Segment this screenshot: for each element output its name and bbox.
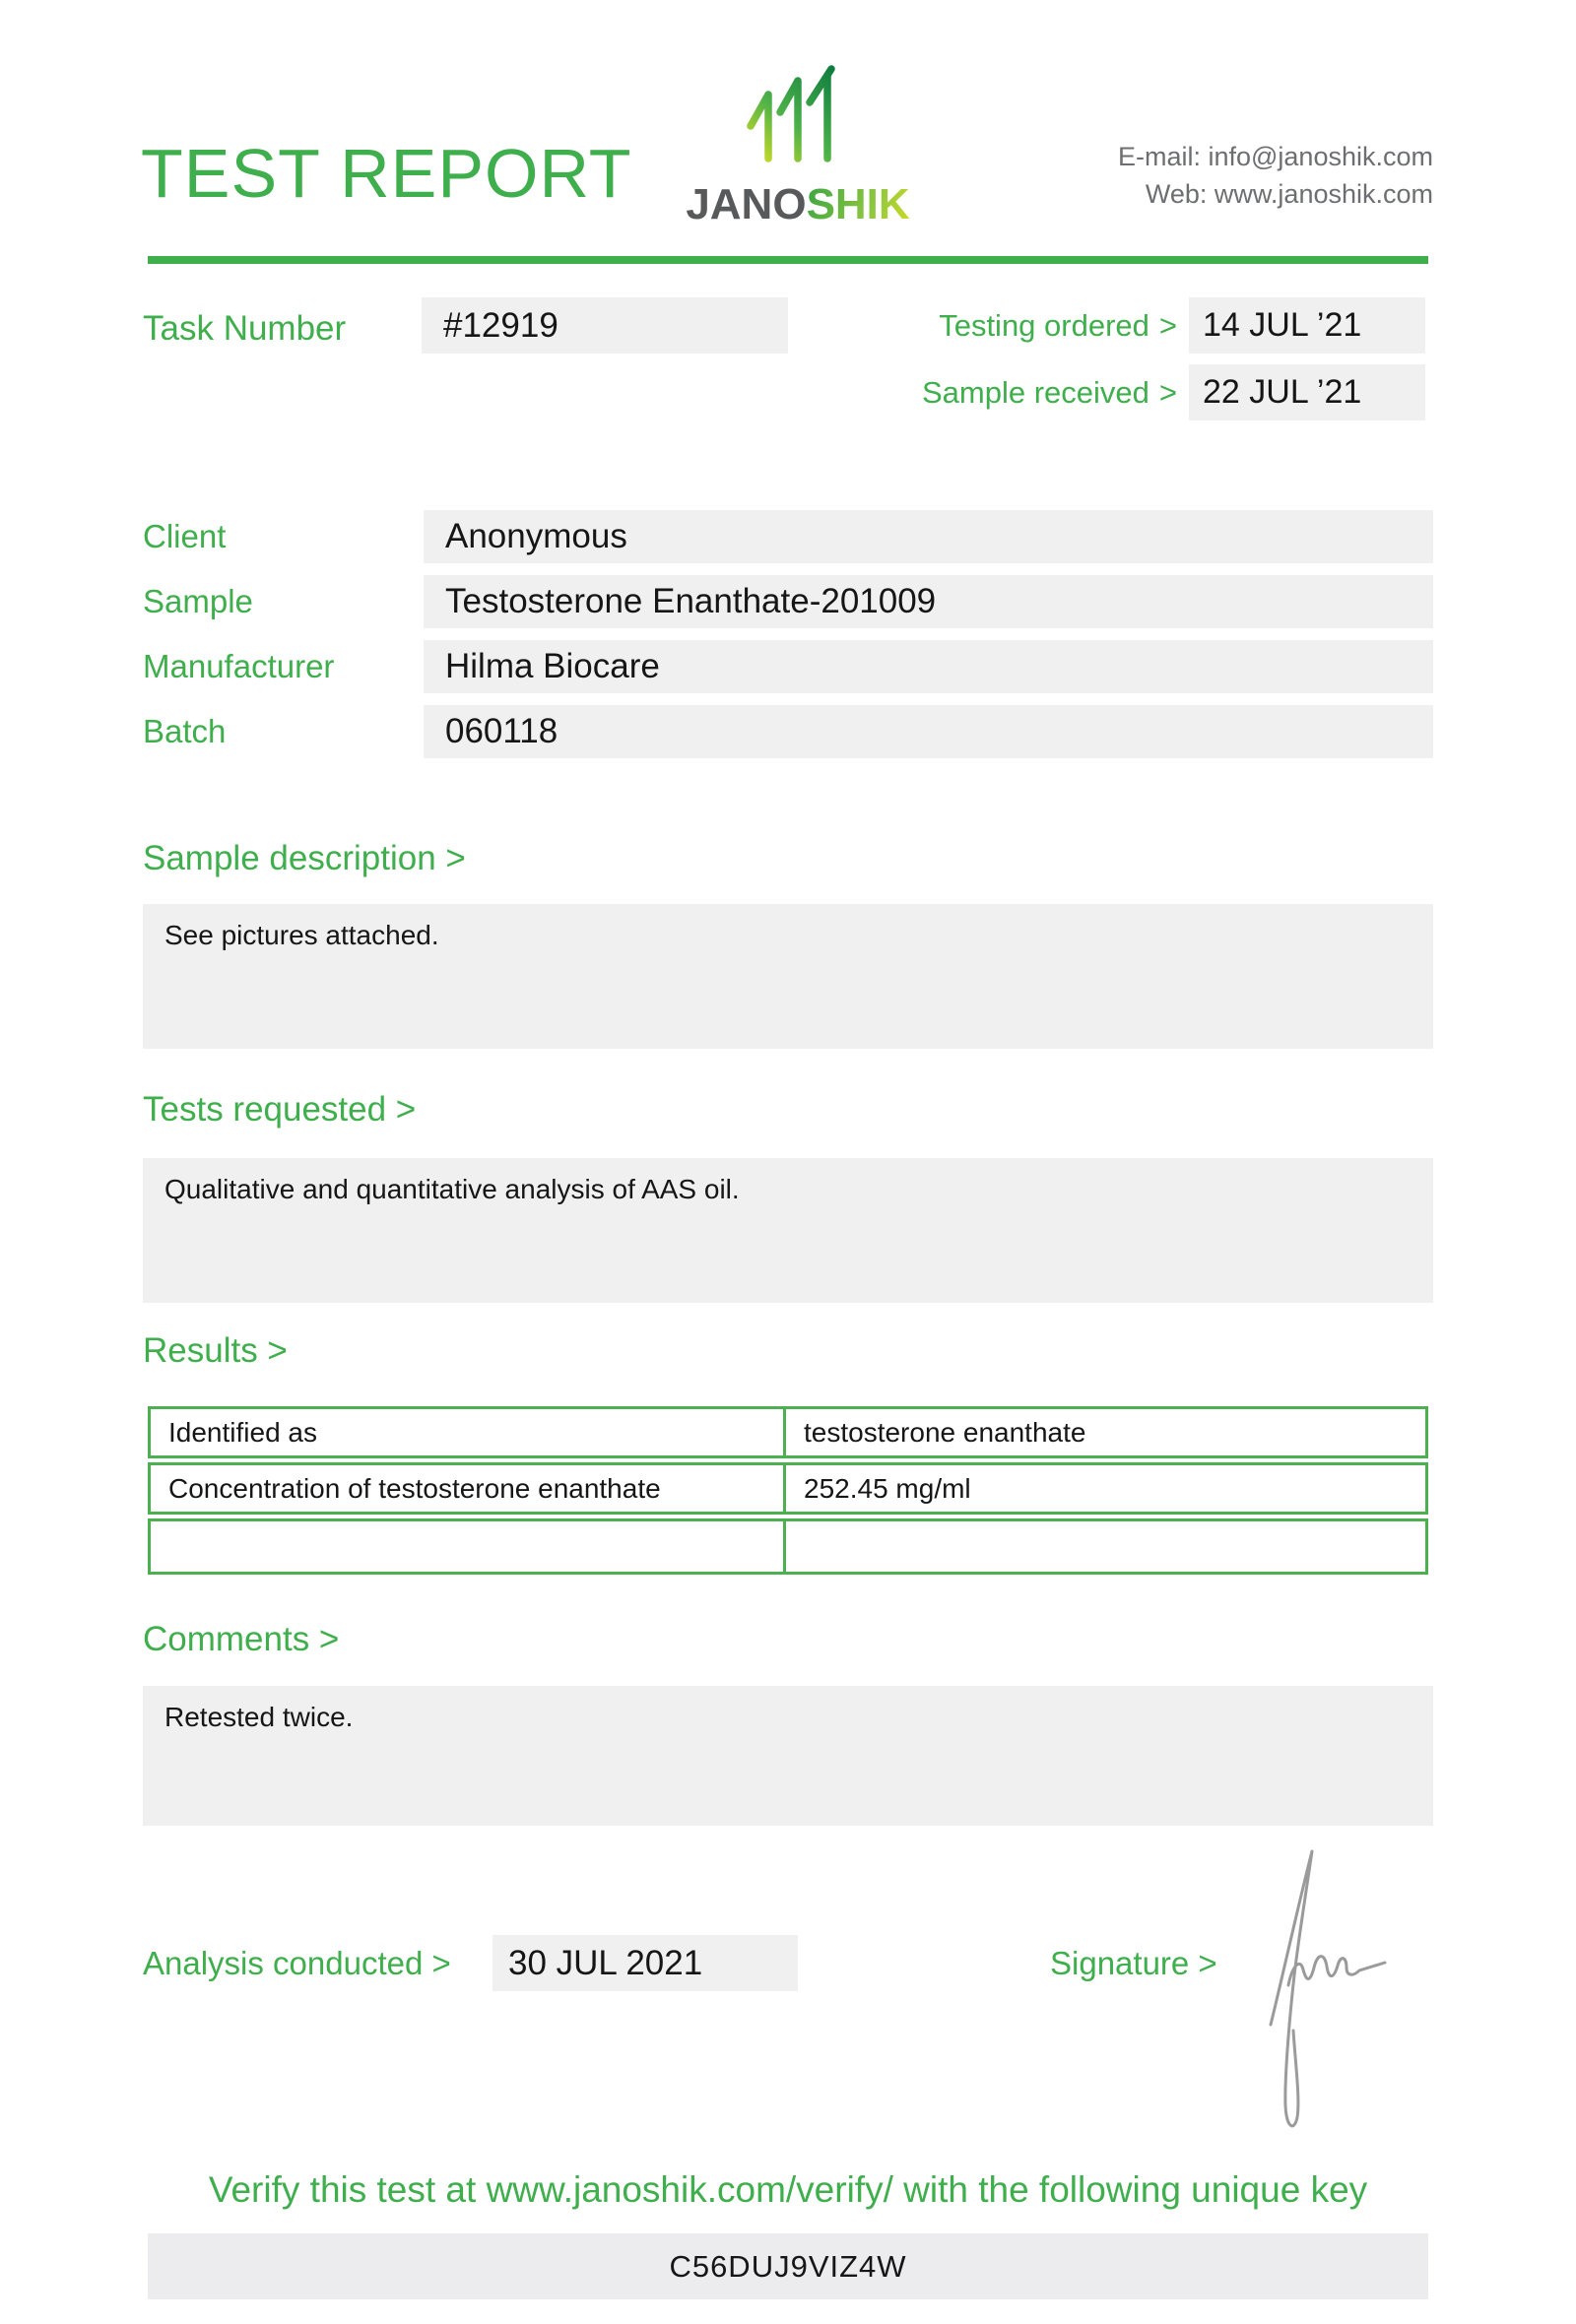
results-heading: Results > [143,1331,288,1370]
tests-requested-box [143,1158,1433,1303]
unique-key: C56DUJ9VIZ4W [148,2233,1428,2299]
contact-web: Web: www.janoshik.com [1145,179,1433,209]
sample-description-heading: Sample description > [143,839,466,877]
analysis-conducted-date: 30 JUL 2021 [492,1935,798,1991]
contact-block [1118,138,1433,213]
result-value-cell: testosterone enanthate [786,1406,1428,1458]
analysis-conducted-label: Analysis conducted > [143,1945,451,1981]
task-number-value: #12919 [422,297,788,354]
header-divider [148,256,1428,264]
sample-received-row [877,364,1425,420]
tests-requested-heading: Tests requested > [143,1090,417,1129]
manufacturer-label: Manufacturer [143,648,335,684]
task-number-label: Task Number [143,309,347,348]
testing-ordered-row [877,297,1425,354]
janoshik-logo-graphic [680,61,916,236]
batch-label: Batch [143,713,227,749]
sample-description-text: See pictures attached. [164,920,439,950]
arrow-icon: > [1158,374,1177,410]
logo-wordmark [686,180,910,228]
verify-instruction: Verify this test at www.janoshik.com/verify/ with the following unique key [208,2169,1368,2210]
signature-scrawl-icon [1249,1838,1412,2148]
tests-requested-text: Qualitative and quantitative analysis of AAS oil. [164,1174,740,1204]
sample-received-value: 22 JUL ’21 [1189,364,1425,420]
bar-chart-icon [751,69,831,159]
result-value-cell [786,1518,1428,1575]
signature-label: Signature > [1050,1945,1217,1981]
table-row [148,1518,1428,1575]
arrow-icon: > [1158,307,1177,343]
janoshik-logo [680,61,916,236]
sample-description-box [143,904,1433,1049]
result-name-cell: Identified as [148,1406,786,1458]
signature [1249,1838,1412,2148]
client-value: Anonymous [424,510,1433,563]
table-row [148,1406,1428,1458]
logo-text-jano: JANO [686,180,807,228]
comments-box [143,1686,1433,1826]
sample-value: Testosterone Enanthate-201009 [424,575,1433,628]
sample-label: Sample [143,583,253,619]
testing-ordered-value: 14 JUL ’21 [1189,297,1425,354]
results-table [148,1406,1428,1579]
comments-heading: Comments > [143,1620,340,1658]
client-label: Client [143,518,227,554]
table-row [148,1462,1428,1515]
manufacturer-value: Hilma Biocare [424,640,1433,693]
comments-text: Retested twice. [164,1702,354,1732]
testing-ordered-label: Testing ordered [939,307,1149,343]
sample-received-label: Sample received [921,374,1149,410]
logo-text-shik: SHIK [806,180,910,228]
batch-value: 060118 [424,705,1433,758]
result-value-cell: 252.45 mg/ml [786,1462,1428,1515]
page-title: TEST REPORT [141,135,632,212]
result-name-cell: Concentration of testosterone enanthate [148,1462,786,1515]
result-name-cell [148,1518,786,1575]
contact-email: E-mail: info@janoshik.com [1117,142,1433,171]
